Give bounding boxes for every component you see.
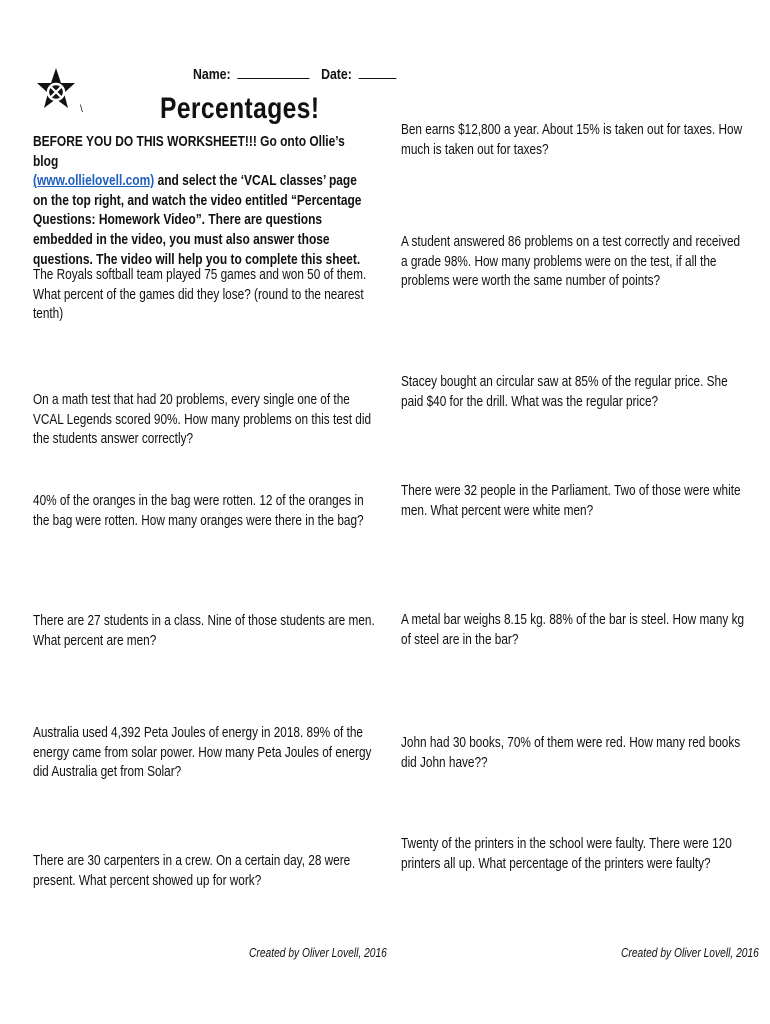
question-right-6: John had 30 books, 70% of them were red. How many red books did John have?? (401, 735, 741, 771)
question-left-4: There are 27 students in a class. Nine of those students are men. What percent are men? (33, 613, 375, 649)
question-right-4: There were 32 people in the Parliament. Two of those were white men. What percent were white men? (401, 483, 741, 519)
date-label: Date: (321, 66, 352, 83)
footer-credit-right: Created by Oliver Lovell, 2016 (621, 946, 759, 960)
question-right-7: Twenty of the printers in the school were faulty. There were 120 printers all up. What percentage of the printers were faulty? (401, 836, 732, 872)
question-left-5: Australia used 4,392 Peta Joules of energy in 2018. 89% of the energy came from solar power. How many Peta Joules of energy did Australia get from Solar? (33, 725, 372, 780)
star-logo-icon (36, 66, 76, 118)
intro-text: BEFORE YOU DO THIS WORKSHEET!!! Go onto Ollie’s blog (33, 134, 345, 170)
footer-credit-left: Created by Oliver Lovell, 2016 (249, 946, 387, 960)
name-blank-line (237, 66, 309, 79)
question-right-3: Stacey bought an circular saw at 85% of the regular price. She paid $40 for the drill. What was the regular price? (401, 374, 728, 410)
question-right-2: A student answered 86 problems on a test correctly and received a grade 98%. How many problems were on the test, if all the problems were worth the same number of points? (401, 234, 741, 289)
question-right-5: A metal bar weighs 8.15 kg. 88% of the bar is steel. How many kg of steel are in the bar? (401, 612, 745, 648)
logo-mark: \ (80, 104, 83, 115)
question-left-3: 40% of the oranges in the bag were rotten. 12 of the oranges in the bag were rotten. How many oranges were there in the bag? (33, 493, 364, 529)
name-label: Name: (193, 66, 231, 83)
question-right-1: Ben earns $12,800 a year. About 15% is taken out for taxes. How much is taken out for taxes? (401, 122, 743, 158)
page-title: Percentages! (160, 92, 320, 125)
intro-paragraph (33, 133, 369, 270)
question-left-6: There are 30 carpenters in a crew. On a certain day, 28 were present. What percent showed up for work? (33, 853, 351, 889)
name-date-row (193, 66, 396, 83)
intro-text-rest: and select the ‘VCAL classes’ page on the top right, and watch the video entitled “Percentage Questions: Homework Video”. There are questions embedded in the video, you must also answer those questions. The video will help you to complete this sheet. (33, 173, 362, 268)
question-left-1: The Royals softball team played 75 games and won 50 of them. What percent of the games did they lose? (round to the nearest tenth) (33, 267, 367, 322)
blog-link[interactable]: (www.ollielovell.com) (33, 173, 155, 190)
question-left-2: On a math test that had 20 problems, every single one of the VCAL Legends scored 90%. How many problems on this test did the students answer correctly? (33, 392, 372, 447)
date-blank-line (359, 66, 397, 79)
